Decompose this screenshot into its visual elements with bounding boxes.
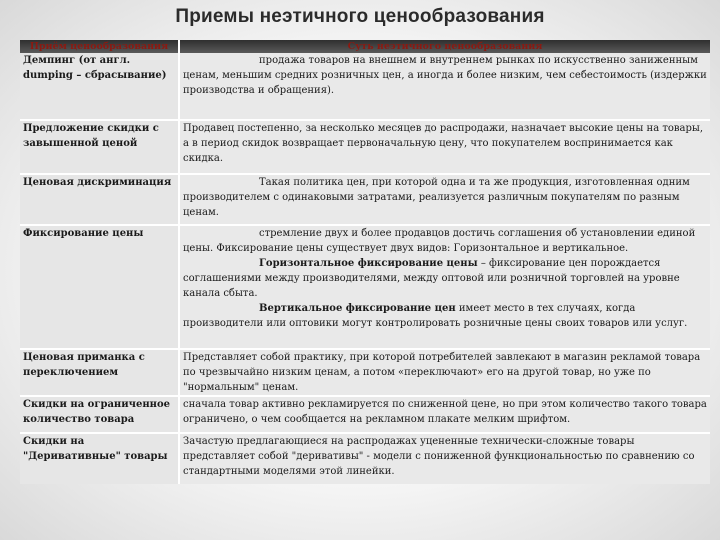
desc-dumping-text: продажа товаров на внешнем и внутреннем рынках по искусственно заниженным ценам, меньшим средних розничных цен, а иногда и более низким, чем себестоимость (издержки производства и обращения).: [183, 55, 707, 96]
price-fixing-p1: стремление двух и более продавцов достичь соглашения об установлении единой цены. Фиксирование цены существует двух видов: Горизонтальное и вертикальное.: [183, 228, 696, 254]
vertical-fixing-text: имеет место в тех случаях, когда производители или оптовики могут контролировать розничные цены своих товаров или услуг.: [183, 303, 688, 329]
term-price-discrimination: Ценовая дискриминация: [20, 173, 180, 224]
desc-bait-switch: Представляет собой практику, при которой потребителей завлекают в магазин рекламой товара по чрезвычайно низким ценам, а потом «переключают» его на другой товар, но уже по "нормальным" ценам.: [180, 348, 710, 395]
vertical-fixing-label: Вертикальное фиксирование цен: [259, 303, 456, 314]
pricing-table: [20, 40, 710, 484]
price-fixing-p2: [183, 256, 707, 301]
header-technique: Приём ценообразования: [20, 40, 180, 53]
horizontal-fixing-label: Горизонтальное фиксирование цены: [259, 258, 478, 269]
desc-price-discrimination: Такая политика цен, при которой одна и та же продукция, изготовленная одним производителем с одинаковыми затратами, реализуется различным покупателям по разным ценам.: [180, 173, 710, 224]
desc-derivative-discount: Зачастую предлагающиеся на распродажах уцененные технически-сложные товары представляет собой "деривативы" - модели с пониженной функциональностью по сравнению со стандартными моделями этой линейки.: [180, 432, 710, 484]
desc-dumping: [180, 53, 710, 119]
price-fixing-p3: [183, 301, 707, 331]
term-price-fixing: Фиксирование цены: [20, 224, 180, 348]
term-limited-discount: Скидки на ограниченное количество товара: [20, 395, 180, 432]
term-derivative-discount: Скидки на "Деривативные" товары: [20, 432, 180, 484]
term-inflated-discount: Предложение скидки с завышенной ценой: [20, 119, 180, 173]
horizontal-fixing-text: – фиксирование цен порождается соглашениями между производителями, между оптовой или розничной торговлей на уровне канала сбыта.: [183, 258, 680, 299]
slide-title: Приемы неэтичного ценообразования: [175, 6, 545, 27]
desc-limited-discount: сначала товар активно рекламируется по сниженной цене, но при этом количество такого товара ограничено, о чем сообщается на рекламном плакате мелким шрифтом.: [180, 395, 710, 432]
desc-inflated-discount: Продавец постепенно, за несколько месяцев до распродажи, назначает высокие цены на товары, а в период скидок возвращает первоначальную цену, что покупателем воспринимается как скидка.: [180, 119, 710, 173]
header-essence: Суть неэтичного ценообразования: [180, 40, 710, 53]
desc-price-fixing: [180, 224, 710, 348]
term-dumping: Демпинг (от англ. dumping – сбрасывание): [20, 53, 180, 119]
term-bait-switch: Ценовая приманка с переключением: [20, 348, 180, 395]
